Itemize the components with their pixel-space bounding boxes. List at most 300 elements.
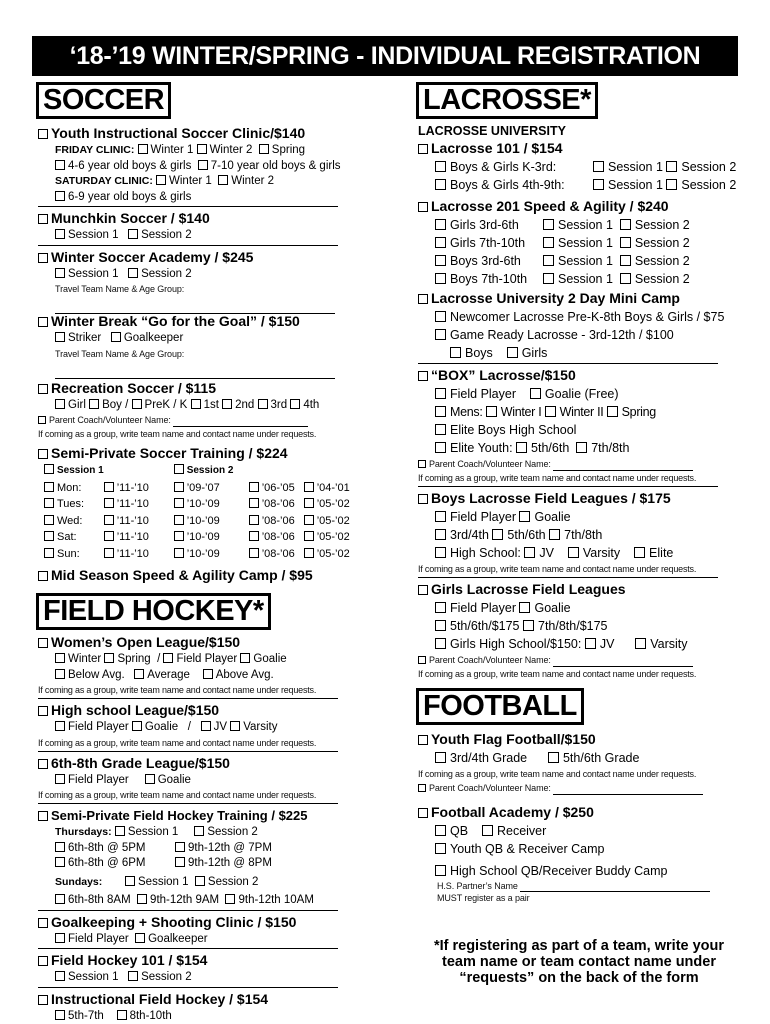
option-label: 8th-10th [129,1009,172,1022]
birth-year-label: ’11-’10 [116,531,149,543]
checkbox[interactable] [524,547,535,558]
option-label: Session 2 [207,875,259,888]
checkbox[interactable] [38,918,48,928]
checkbox[interactable] [38,811,48,821]
checkbox[interactable] [38,638,48,648]
academy-title: Football Academy / $250 [431,804,594,820]
birth-year-label: ’10-’09 [186,531,220,543]
option-label: Field Player [68,721,129,733]
option-label: Session 2 [681,160,737,174]
checkbox[interactable] [435,825,446,836]
option-label: Striker [68,332,102,344]
checkbox[interactable] [418,144,428,154]
schedule-cell [104,513,174,530]
option-label: Elite Youth: [450,441,513,455]
day-label: Wed: [57,514,83,527]
option-label: Goalie [534,601,571,615]
checkbox[interactable] [111,332,121,342]
checkbox[interactable] [218,175,228,185]
checkbox[interactable] [156,175,166,185]
checkbox[interactable] [304,515,314,525]
option-label: Goalie (Free) [544,387,619,401]
option-label: 7th/8th [564,528,603,542]
option-label: Boys & Girls 4th-9th: [450,178,565,192]
page-title: ‘18-’19 WINTER/SPRING - INDIVIDUAL REGISTRATION [32,36,738,76]
group-note: If coming as a group, write team name and contact name under requests. [418,669,697,679]
group-note: If coming as a group, write team name and contact name under requests. [418,473,697,483]
travel-team-label: Travel Team Name & Age Group: [55,284,185,294]
checkbox[interactable] [55,268,65,278]
midseason-section [38,566,360,585]
birth-year-label: ’05-’02 [316,514,350,527]
checkbox[interactable] [55,842,65,852]
checkbox[interactable] [175,857,185,867]
checkbox[interactable] [634,547,645,558]
option-label: 2nd [235,398,255,411]
checkbox[interactable] [55,653,65,663]
checkbox[interactable] [435,219,446,230]
l201-row [418,252,740,270]
soccer-academy-title: Winter Soccer Academy / $245 [51,248,254,265]
sundays-label: Sundays: [55,875,103,888]
checkbox[interactable] [507,347,518,358]
divider [38,206,338,207]
option-label: Session 2 [141,229,192,241]
youth-clinic-title: Youth Instructional Soccer Clinic/$140 [51,125,306,141]
option-label: 3rd/4th Grade [450,751,528,765]
schedule-cell [304,513,359,530]
checkbox[interactable] [304,548,314,558]
checkbox[interactable] [132,721,142,731]
checkbox[interactable] [38,956,48,966]
l201-row [418,270,740,288]
schedule-cell [304,496,359,513]
schedule-table [44,463,359,562]
birth-year-label: ’04-’01 [316,481,350,494]
option-label: Session 2 [141,267,192,280]
checkbox[interactable] [435,511,446,522]
checkbox[interactable] [230,721,240,731]
checkbox[interactable] [38,214,48,224]
checkbox[interactable] [132,399,142,409]
checkbox[interactable] [258,399,268,409]
checkbox[interactable] [128,971,138,981]
coach-name-field[interactable] [553,785,703,795]
checkbox[interactable] [174,548,184,558]
checkbox[interactable] [418,808,428,818]
option-label: Girl [68,398,86,411]
checkbox[interactable] [593,179,604,190]
birth-year-label: ’10-’09 [186,514,220,527]
option-label: JV [599,637,615,651]
mini-title: Lacrosse University 2 Day Mini Camp [431,290,680,306]
checkbox[interactable] [435,161,446,172]
travel-team-field[interactable] [55,369,335,379]
checkbox[interactable] [38,571,48,581]
option-label: Winter II [559,405,604,419]
schedule-cell [174,480,249,497]
checkbox[interactable] [249,498,259,508]
semi-fh-section [38,806,360,909]
checkbox[interactable] [38,449,48,459]
checkbox[interactable] [115,826,125,836]
hs-league-section [38,701,360,750]
lacrosse-university-label: LACROSSE UNIVERSITY [418,124,566,138]
semi-fh-title: Semi-Private Field Hockey Training / $225 [51,808,308,823]
coach-name-field[interactable] [553,657,693,667]
divider [418,577,718,578]
schedule-cell [104,529,174,546]
birth-year-label: ’08-’06 [261,514,295,527]
option-label: Winter 1 [150,144,194,156]
option-label: Spring [117,653,151,665]
fh101-section [38,951,360,986]
checkbox[interactable] [585,638,596,649]
grade68-title: 6th-8th Grade League/$150 [51,754,230,771]
checkbox[interactable] [240,653,250,663]
checkbox[interactable] [104,531,114,541]
option-label: Winter 2 [209,144,253,156]
checkbox[interactable] [435,237,446,248]
checkbox[interactable] [666,161,677,172]
group-note: If coming as a group, write team name and contact name under requests. [38,737,317,748]
checkbox[interactable] [38,129,48,139]
option-label: Session 2 [634,272,690,286]
winter-break-section [38,312,360,373]
checkbox[interactable] [418,656,426,664]
option-label: Session 1 [68,971,119,983]
lacrosse-201-section [418,197,740,288]
checkbox[interactable] [620,237,631,248]
checkbox[interactable] [607,406,618,417]
checkbox[interactable] [620,255,631,266]
checkbox[interactable] [519,511,530,522]
coach-name-field[interactable] [173,417,308,427]
checkbox[interactable] [435,620,446,631]
munchkin-title: Munchkin Soccer / $140 [51,210,210,226]
checkbox[interactable] [55,774,65,784]
option-label: 4th [303,398,320,411]
schedule-cell [174,529,249,546]
checkbox[interactable] [545,406,556,417]
checkbox[interactable] [519,602,530,613]
coach-name-field[interactable] [553,461,693,471]
checkbox[interactable] [435,424,446,435]
option-label: Session 1 [127,826,179,838]
checkbox[interactable] [568,547,579,558]
checkbox[interactable] [418,460,426,468]
checkbox[interactable] [38,317,48,327]
checkbox[interactable] [666,179,677,190]
option-label: Field Player [176,653,238,665]
checkbox[interactable] [38,706,48,716]
option-label: Field Player [450,510,516,524]
checkbox[interactable] [55,933,65,943]
checkbox[interactable] [530,388,541,399]
checkbox[interactable] [174,482,184,492]
checkbox[interactable] [44,464,54,474]
checkbox[interactable] [523,620,534,631]
checkbox[interactable] [418,585,428,595]
option-label: Goalie [157,773,191,786]
checkbox[interactable] [418,735,428,745]
birth-year-label: ’05-’02 [316,547,350,560]
checkbox[interactable] [435,843,446,854]
checkbox[interactable] [198,160,208,170]
checkbox[interactable] [163,653,173,663]
option-label: Winter [68,653,102,665]
option-label: Spring [271,144,306,156]
option-label: Elite [649,546,674,560]
field-hockey-heading: FIELD HOCKEY* [36,593,271,630]
checkbox[interactable] [418,202,428,212]
checkbox[interactable] [138,144,148,154]
munchkin-section [38,209,360,244]
womens-title: Women’s Open League/$150 [51,634,241,650]
group-note: If coming as a group, write team name and contact name under requests. [38,685,317,695]
option-label: Session 1 [558,218,613,232]
checkbox[interactable] [203,669,213,679]
checkbox[interactable] [635,638,646,649]
checkbox[interactable] [174,531,184,541]
option-label: Below Avg. [68,668,125,681]
checkbox[interactable] [482,825,493,836]
checkbox[interactable] [191,399,201,409]
checkbox[interactable] [174,464,184,474]
checkbox[interactable] [38,995,48,1005]
checkbox[interactable] [104,498,114,508]
checkbox[interactable] [104,515,114,525]
checkbox[interactable] [435,273,446,284]
group-note: If coming as a group, write team name and contact name under requests. [38,429,317,439]
checkbox[interactable] [128,229,138,239]
checkbox[interactable] [104,482,114,492]
checkbox[interactable] [194,826,204,836]
divider [418,363,718,364]
option-label: Varsity [582,546,621,560]
option-label: 3rd/4th [450,528,489,542]
option-label: Above Avg. [215,668,274,681]
schedule-row [44,480,359,497]
schedule-cell [174,546,249,563]
option-label: Session 1 [558,254,613,268]
checkbox[interactable] [38,384,48,394]
checkbox[interactable] [201,721,211,731]
checkbox[interactable] [55,1010,65,1020]
schedule-cell [104,496,174,513]
checkbox[interactable] [175,842,185,852]
checkbox[interactable] [44,515,54,525]
checkbox[interactable] [89,399,99,409]
checkbox[interactable] [128,268,138,278]
soccer-heading: SOCCER [36,82,171,119]
l201-title: Lacrosse 201 Speed & Agility / $240 [431,198,669,214]
option-label: Youth QB & Receiver Camp [450,842,605,856]
checkbox[interactable] [543,219,554,230]
divider [38,698,338,699]
checkbox[interactable] [195,876,205,886]
birth-year-label: ’11-’10 [116,481,149,494]
option-label: Boys [465,346,493,360]
checkbox[interactable] [55,894,65,904]
fh101-title: Field Hockey 101 / $154 [51,952,208,968]
option-label: Goalie [534,510,571,524]
option-label: Field Player [68,932,129,945]
schedule-cell [304,546,359,563]
divider [38,910,338,911]
separator: / [187,721,191,733]
birth-year-label: ’08-’06 [261,498,295,510]
checkbox[interactable] [435,406,446,417]
checkbox[interactable] [55,857,65,867]
checkbox[interactable] [44,482,54,492]
checkbox[interactable] [435,529,446,540]
checkbox[interactable] [543,273,554,284]
day-label: Sun: [57,547,80,560]
option-label: Girls [521,346,548,360]
checkbox[interactable] [516,442,527,453]
semi-soccer-title: Semi-Private Soccer Training / $224 [51,445,288,461]
checkbox[interactable] [44,531,54,541]
checkbox[interactable] [134,669,144,679]
option-label: Boys 3rd-6th [450,254,521,268]
checkbox[interactable] [492,529,503,540]
checkbox[interactable] [55,160,65,170]
checkbox[interactable] [249,482,259,492]
schedule-cell [249,513,304,530]
checkbox[interactable] [435,311,446,322]
birth-year-label: ’08-’06 [261,547,295,560]
goalkeeping-section [38,913,360,948]
option-label: Receiver [496,824,547,838]
option-label: 7th/8th/$175 [538,619,608,633]
checkbox[interactable] [135,933,145,943]
checkbox[interactable] [418,494,428,504]
schedule-cell [174,513,249,530]
checkbox[interactable] [145,774,155,784]
option-label: Boy [102,398,122,411]
checkbox[interactable] [435,329,446,340]
checkbox[interactable] [104,653,114,663]
option-label: Mens: [450,405,483,419]
checkbox[interactable] [125,876,135,886]
checkbox[interactable] [174,515,184,525]
checkbox[interactable] [620,273,631,284]
checkbox[interactable] [450,347,461,358]
schedule-cell [44,513,104,530]
schedule-cell [249,480,304,497]
checkbox[interactable] [435,547,446,558]
pair-note: MUST register as a pair [437,893,530,903]
option-label: Game Ready Lacrosse - 3rd-12th / $100 [450,328,674,342]
checkbox[interactable] [137,894,147,904]
checkbox[interactable] [435,865,446,876]
checkbox[interactable] [486,406,497,417]
checkbox[interactable] [55,669,65,679]
checkbox[interactable] [543,255,554,266]
l201-row [418,216,740,234]
checkbox[interactable] [55,399,65,409]
checkbox[interactable] [249,548,259,558]
checkbox[interactable] [197,144,207,154]
checkbox[interactable] [55,191,65,201]
checkbox[interactable] [225,894,235,904]
hs-league-title: High school League/$150 [51,702,220,718]
checkbox[interactable] [259,144,269,154]
group-note: If coming as a group, write team name and contact name under requests. [418,564,697,574]
checkbox[interactable] [435,752,446,763]
partner-name-field[interactable] [520,882,710,892]
checkbox[interactable] [38,253,48,263]
checkbox[interactable] [304,498,314,508]
divider [38,245,338,246]
checkbox[interactable] [435,442,446,453]
option-label: 9th-12th 9AM [150,894,220,906]
checkbox[interactable] [620,219,631,230]
checkbox[interactable] [117,1010,127,1020]
option-label: PreK / K [144,398,188,411]
schedule-row [44,496,359,513]
checkbox[interactable] [304,482,314,492]
birth-year-label: ’10-’09 [186,547,220,560]
checkbox[interactable] [38,416,46,424]
schedule-cell [249,496,304,513]
checkbox[interactable] [55,721,65,731]
checkbox[interactable] [543,237,554,248]
checkbox[interactable] [174,498,184,508]
checkbox[interactable] [304,531,314,541]
checkbox[interactable] [249,515,259,525]
checkbox[interactable] [418,294,428,304]
checkbox[interactable] [435,388,446,399]
checkbox[interactable] [249,531,259,541]
option-label: Girls 7th-10th [450,236,526,250]
checkbox[interactable] [418,784,426,792]
checkbox[interactable] [593,161,604,172]
schedule-cell [44,529,104,546]
youth-clinic-section [38,124,360,205]
option-label: 3rd [270,398,288,411]
checkbox[interactable] [55,971,65,981]
midseason-title: Mid Season Speed & Agility Camp / $95 [51,567,313,583]
checkbox[interactable] [548,752,559,763]
checkbox[interactable] [55,229,65,239]
checkbox[interactable] [44,548,54,558]
checkbox[interactable] [38,759,48,769]
checkbox[interactable] [549,529,560,540]
schedule-cell [44,480,104,497]
divider [38,751,338,752]
checkbox[interactable] [576,442,587,453]
checkbox[interactable] [418,371,428,381]
checkbox[interactable] [435,179,446,190]
option-label: Field Player [450,387,516,401]
option-label: 5th/6th [507,528,546,542]
travel-team-label: Travel Team Name & Age Group: [55,348,185,359]
checkbox[interactable] [104,548,114,558]
group-note: If coming as a group, write team name and contact name under requests. [418,769,697,779]
checkbox[interactable] [44,498,54,508]
checkbox[interactable] [435,638,446,649]
checkbox[interactable] [290,399,300,409]
checkbox[interactable] [435,602,446,613]
checkbox[interactable] [55,332,65,342]
checkbox[interactable] [435,255,446,266]
option-label: JV [539,546,554,560]
coach-label: Parent Coach/Volunteer Name: [429,459,551,469]
checkbox[interactable] [222,399,232,409]
option-label: Boys & Girls K-3rd: [450,160,557,174]
